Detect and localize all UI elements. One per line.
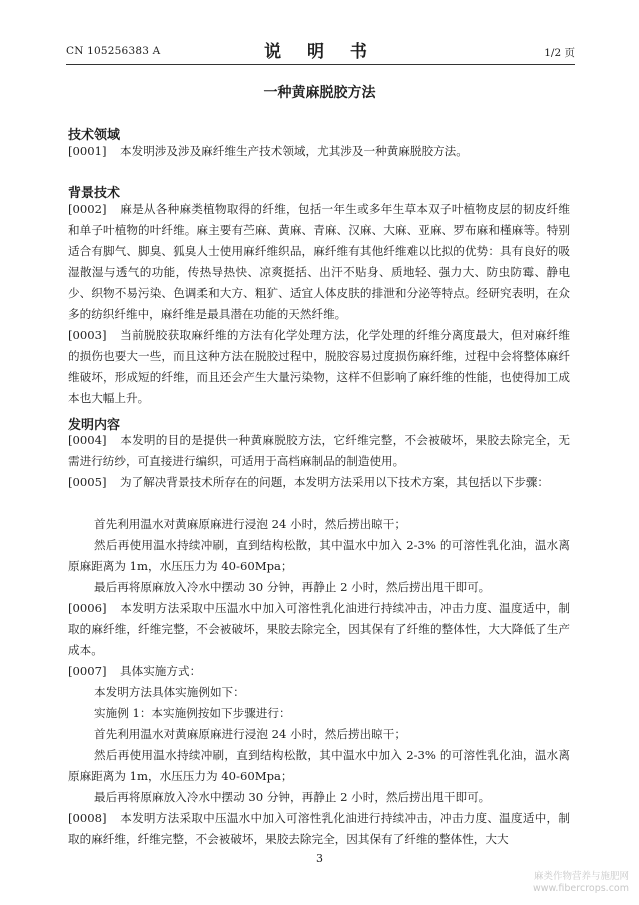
paragraph-text: 本发明方法具体实施例如下：	[94, 685, 245, 699]
patent-number: CN 105256383 A	[66, 45, 161, 57]
paragraph-text: 具体实施方式：	[120, 664, 202, 678]
paragraph-text: 最后再将原麻放入冷水中摆动 30 分钟，再静止 2 小时，然后捞出甩干即可。	[94, 790, 491, 804]
page-info: 1/2 页	[544, 47, 575, 59]
paragraph-text: 首先利用温水对黄麻原麻进行浸泡 24 小时，然后捞出晾干；	[94, 517, 406, 531]
document-title: 一种黄麻脱胶方法	[263, 85, 376, 101]
paragraph-text: 实施例 1：本实施例按如下步骤进行：	[94, 706, 291, 720]
paragraph-0008	[68, 808, 570, 850]
paragraph-number: [0005]	[68, 475, 107, 489]
paragraph-text: 然后再使用温水持续冲刷，直到结构松散，其中温水中加入 2-3% 的可溶性乳化油，温水离原麻距离为 1m，水压压力为 40-60Mpa；	[68, 748, 570, 783]
watermark-line-1: 麻类作物营养与施肥网	[533, 871, 629, 882]
step-cold-water	[68, 577, 570, 598]
paragraph-0007	[68, 661, 570, 682]
section-heading-technical-field: 技术领域	[68, 128, 121, 143]
paragraph-number: [0008]	[68, 811, 107, 825]
paragraph-text: 本发明的目的是提供一种黄麻脱胶方法，它纤维完整，不会被破坏，果胶去除完全，无需进行纺纱，可直接进行编织，可适用于高档麻制品的制造使用。	[68, 433, 570, 468]
section-heading-background: 背景技术	[68, 186, 121, 201]
watermark	[533, 871, 629, 895]
embodiment-intro	[68, 682, 570, 703]
paragraph-number: [0002]	[68, 202, 107, 216]
paragraph-0003	[68, 325, 570, 409]
document-type: 说 明 书	[264, 42, 377, 62]
paragraph-number: [0001]	[68, 144, 107, 158]
paragraph-text: 本发明方法采取中压温水中加入可溶性乳化油进行持续冲击，冲击力度、温度适中，制取的麻纤维，纤维完整，不会被破坏，果胶去除完全，因其保有了纤维的整体性，大大	[68, 811, 570, 846]
page-header	[66, 35, 575, 65]
embodiment-step-cold-water	[68, 787, 570, 808]
paragraph-text: 本发明方法采取中压温水中加入可溶性乳化油进行持续冲击，冲击力度、温度适中，制取的麻纤维，纤维完整，不会被破坏，果胶去除完全，因其保有了纤维的整体性，大大降低了生产成本。	[68, 601, 570, 657]
step-rinse	[68, 535, 570, 577]
header-rule	[66, 64, 575, 65]
watermark-line-2: www.fibercrops.com	[532, 883, 629, 894]
paragraph-text: 为了解决背景技术所存在的问题，本发明方法采用以下技术方案，其包括以下步骤：	[120, 475, 549, 489]
paragraph-number: [0004]	[68, 433, 107, 447]
paragraph-0001	[68, 141, 570, 162]
step-soak	[68, 514, 570, 535]
embodiment-step-soak	[68, 724, 570, 745]
paragraph-number: [0003]	[68, 328, 107, 342]
page-number: 3	[316, 852, 323, 865]
paragraph-text: 然后再使用温水持续冲刷，直到结构松散，其中温水中加入 2-3% 的可溶性乳化油，温水离原麻距离为 1m，水压压力为 40-60Mpa；	[68, 538, 570, 573]
paragraph-text: 最后再将原麻放入冷水中摆动 30 分钟，再静止 2 小时，然后捞出甩干即可。	[94, 580, 491, 594]
paragraph-number: [0006]	[68, 601, 107, 615]
paragraph-0006	[68, 598, 570, 661]
paragraph-text: 麻是从各种麻类植物取得的纤维，包括一年生或多年生草本双子叶植物皮层的韧皮纤维和单子叶植物的叶纤维。麻主要有苎麻、黄麻、青麻、汉麻、大麻、亚麻、罗布麻和槿麻等。特别适合有脚气、脚臭、狐臭人士使用麻纤维织品，麻纤维有其他纤维难以比拟的优势：具有良好的吸湿散湿与透气的功能，传热导热快、凉爽挺括、出汗不贴身、质地轻、强力大、防虫防霉、静电少、织物不易污染、色调柔和大方、粗犷、适宜人体皮肤的排泄和分泌等特点。经研究表明，在众多的纺织纤维中，麻纤维是最具潜在功能的天然纤维。	[68, 202, 570, 321]
paragraph-0002	[68, 199, 570, 325]
paragraph-0004	[68, 430, 570, 472]
paragraph-0005	[68, 472, 570, 493]
paragraph-number: [0007]	[68, 664, 107, 678]
embodiment-step-rinse	[68, 745, 570, 787]
paragraph-text: 首先利用温水对黄麻原麻进行浸泡 24 小时，然后捞出晾干；	[94, 727, 406, 741]
section-heading-summary: 发明内容	[68, 418, 121, 433]
paragraph-text: 本发明涉及涉及麻纤维生产技术领域，尤其涉及一种黄麻脱胶方法。	[120, 144, 468, 158]
embodiment-1-heading	[68, 703, 570, 724]
paragraph-text: 当前脱胶获取麻纤维的方法有化学处理方法，化学处理的纤维分离度最大，但对麻纤维的损伤也要大一些，而且这种方法在脱胶过程中，脱胶容易过度损伤麻纤维，过程中会将整体麻纤维破坏，形成短的纤维，而且还会产生大量污染物，这样不但影响了麻纤维的性能，也使得加工成本也大幅上升。	[68, 328, 570, 405]
